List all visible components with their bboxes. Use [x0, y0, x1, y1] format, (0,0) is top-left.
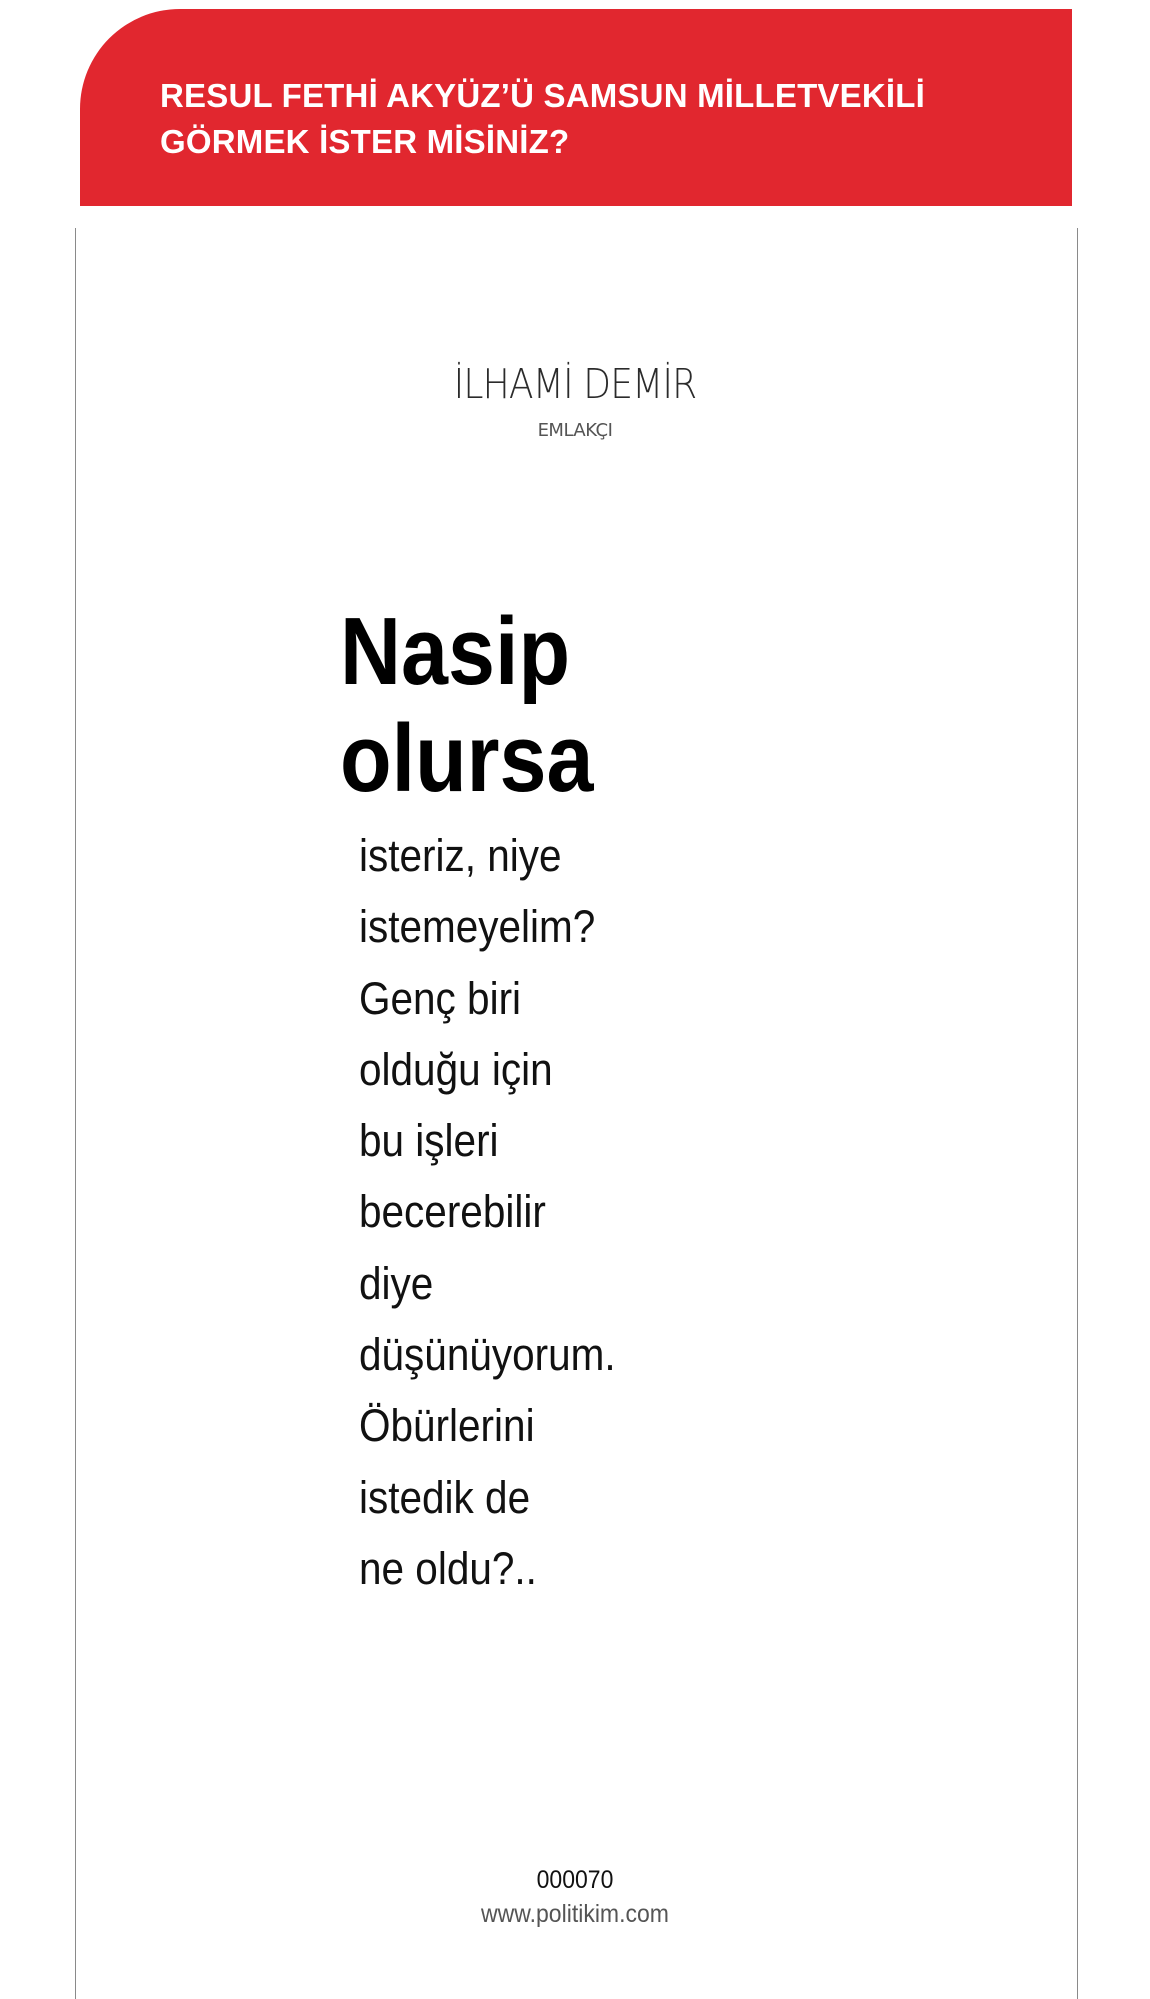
- quote-headline: [340, 598, 594, 812]
- quote-line: bu işleri: [359, 1115, 499, 1167]
- banner-question-line-1: RESUL FETHİ AKYÜZ’Ü SAMSUN MİLLETVEKİLİ: [160, 77, 925, 114]
- quote-line: Genç biri: [359, 972, 522, 1024]
- banner-question-line-2: GÖRMEK İSTER MİSİNİZ?: [160, 123, 570, 160]
- quote-body: [359, 820, 616, 1604]
- quote-line: isteriz, niye: [359, 830, 562, 881]
- quote-line: Öbürlerini: [359, 1400, 535, 1452]
- quote-line: olduğu için: [359, 1043, 553, 1095]
- person-name: İLHAMİ DEMİR: [453, 360, 697, 408]
- quote-headline-line: Nasip: [340, 598, 571, 705]
- quote-line: becerebilir: [359, 1186, 546, 1238]
- quote-line: diye: [359, 1257, 434, 1309]
- quote-line: istedik de: [359, 1471, 531, 1523]
- header-banner: [80, 9, 1072, 206]
- person-role: EMLAKÇI: [537, 420, 613, 441]
- quote-line: istemeyelim?: [359, 901, 596, 953]
- quote-headline-line: olursa: [340, 705, 594, 812]
- frame-border-left: [75, 228, 76, 1999]
- quote-line: ne oldu?..: [359, 1542, 537, 1594]
- frame-border-right: [1077, 228, 1078, 1999]
- document-code: 000070: [536, 1866, 614, 1894]
- website-link[interactable]: www.politikim.com: [481, 1900, 669, 1928]
- quote-line: düşünüyorum.: [359, 1329, 616, 1381]
